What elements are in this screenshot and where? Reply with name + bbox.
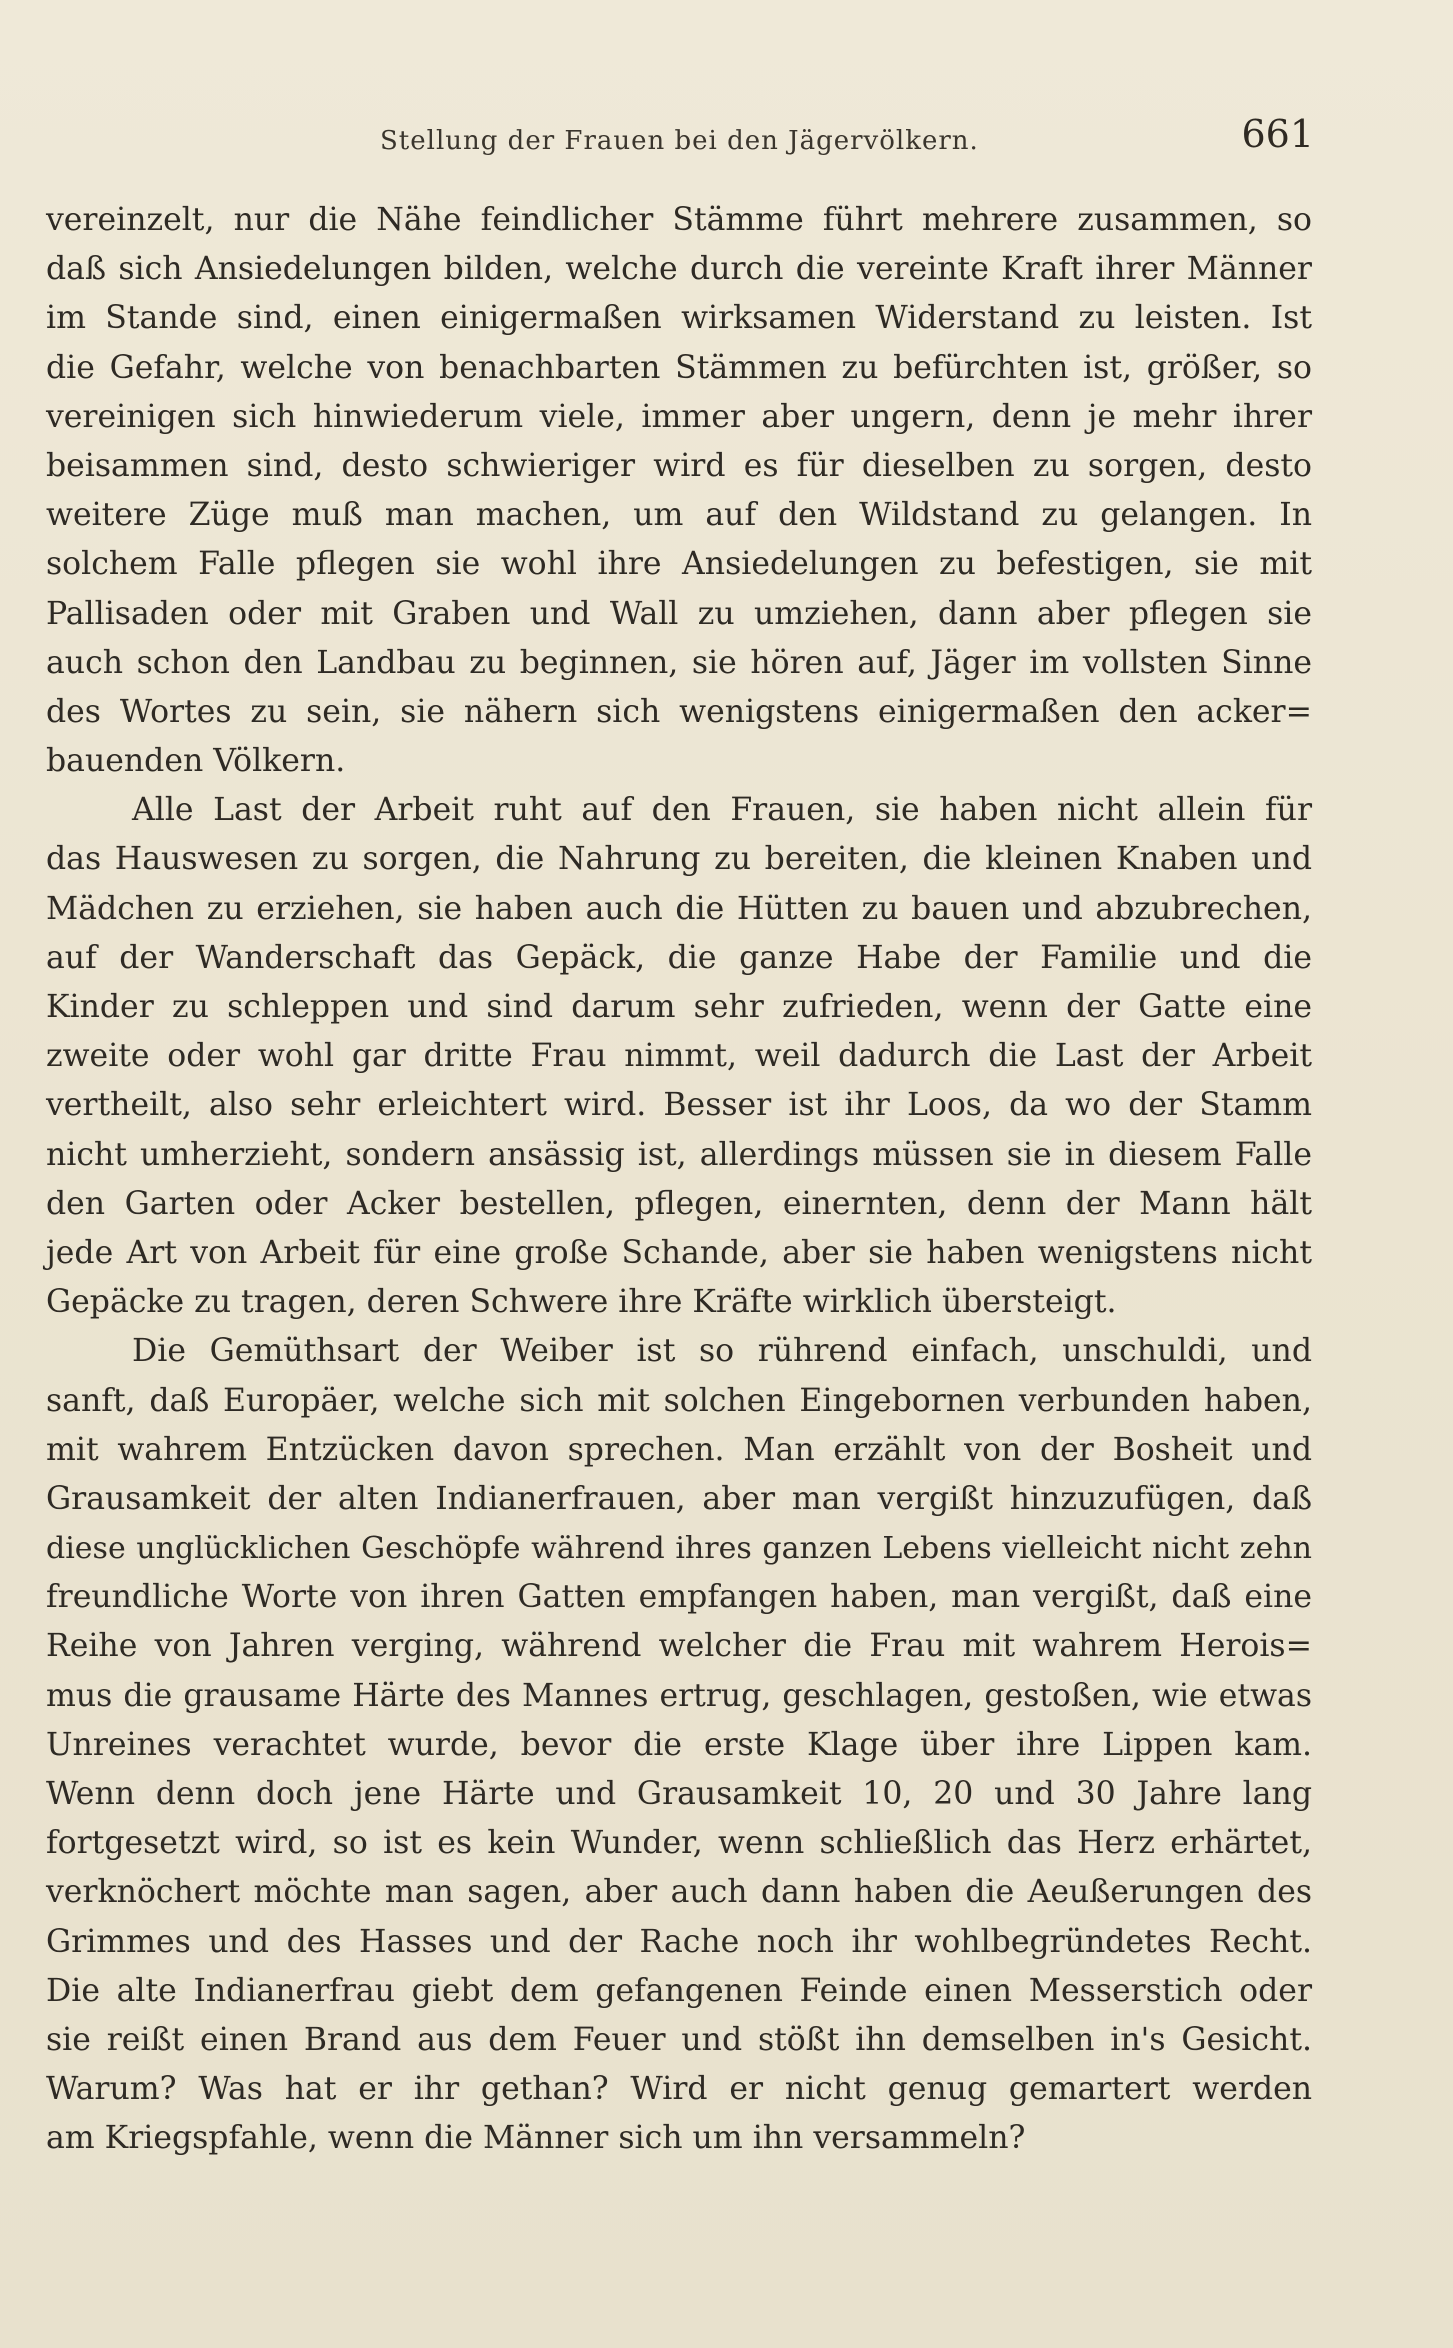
text-line: Reihe von Jahren verging, während welcher die Frau mit wahrem Herois= bbox=[46, 1628, 1312, 1665]
text-line: jede Art von Arbeit für eine große Schande, aber sie haben wenigstens nicht bbox=[46, 1234, 1312, 1271]
text-line: vereinzelt, nur die Nähe feindlicher Stämme führt mehrere zusammen, so bbox=[46, 202, 1312, 238]
text-line: vereinigen sich hinwiederum viele, immer aber ungern, denn je mehr ihrer bbox=[46, 398, 1312, 435]
text-line: daß sich Ansiedelungen bilden, welche durch die vereinte Kraft ihrer Männer bbox=[46, 251, 1312, 288]
text-line: auch schon den Landbau zu beginnen, sie hören auf, Jäger im vollsten Sinne bbox=[46, 644, 1312, 681]
text-line: weitere Züge muß man machen, um auf den Wildstand zu gelangen. In bbox=[46, 497, 1312, 534]
text-line: nicht umherzieht, sondern ansässig ist, allerdings müssen sie in diesem Falle bbox=[46, 1136, 1312, 1173]
text-line: Warum? Was hat er ihr gethan? Wird er nicht genug gemartert werden bbox=[46, 2071, 1312, 2108]
text-line: Die Gemüthsart der Weiber ist so rührend einfach, unschuldi, und bbox=[132, 1333, 1312, 1370]
text-line: das Hauswesen zu sorgen, die Nahrung zu bereiten, die kleinen Knaben und bbox=[46, 841, 1312, 878]
text-line: Pallisaden oder mit Graben und Wall zu umziehen, dann aber pflegen sie bbox=[46, 595, 1312, 632]
text-line: Mädchen zu erziehen, sie haben auch die Hütten zu bauen und abzubrechen, bbox=[46, 890, 1312, 927]
text-line: Kinder zu schleppen und sind darum sehr zufrieden, wenn der Gatte eine bbox=[46, 989, 1312, 1025]
text-line: Unreines verachtet wurde, bevor die erste Klage über ihre Lippen kam. bbox=[46, 1726, 1312, 1763]
page-header bbox=[46, 112, 1314, 162]
text-line: des Wortes zu sein, sie nähern sich wenigstens einigermaßen den acker= bbox=[46, 693, 1312, 730]
text-line: Wenn denn doch jene Härte und Grausamkeit 10, 20 und 30 Jahre lang bbox=[46, 1776, 1312, 1812]
text-line: am Kriegspfahle, wenn die Männer sich um ihn versammeln? bbox=[46, 2120, 1026, 2157]
text-line: den Garten oder Acker bestellen, pflegen, einernten, denn der Mann hält bbox=[46, 1185, 1312, 1222]
text-line: mus die grausame Härte des Mannes ertrug, geschlagen, gestoßen, wie etwas bbox=[46, 1677, 1312, 1714]
page-number: 661 bbox=[1241, 112, 1314, 156]
text-line: freundliche Worte von ihren Gatten empfangen haben, man vergißt, daß eine bbox=[46, 1579, 1312, 1616]
running-title: Stellung der Frauen bei den Jägervölkern. bbox=[380, 126, 979, 156]
text-line: im Stande sind, einen einigermaßen wirksamen Widerstand zu leisten. Ist bbox=[46, 300, 1312, 337]
text-line: solchem Falle pflegen sie wohl ihre Ansiedelungen zu befestigen, sie mit bbox=[46, 546, 1312, 583]
text-line: Gepäcke zu tragen, deren Schwere ihre Kräfte wirklich übersteigt. bbox=[46, 1284, 1117, 1321]
text-line: Grimmes und des Hasses und der Rache noch ihr wohlbegründetes Recht. bbox=[46, 1923, 1312, 1960]
text-line: sie reißt einen Brand aus dem Feuer und stößt ihn demselben in's Gesicht. bbox=[46, 2021, 1312, 2058]
text-line: Grausamkeit der alten Indianerfrauen, aber man vergißt hinzuzufügen, daß bbox=[46, 1480, 1312, 1517]
text-line: zweite oder wohl gar dritte Frau nimmt, weil dadurch die Last der Arbeit bbox=[46, 1038, 1312, 1075]
text-line: auf der Wanderschaft das Gepäck, die ganze Habe der Familie und die bbox=[46, 939, 1312, 976]
text-line: die Gefahr, welche von benachbarten Stämmen zu befürchten ist, größer, so bbox=[46, 349, 1312, 386]
text-line: mit wahrem Entzücken davon sprechen. Man erzählt von der Bosheit und bbox=[46, 1431, 1312, 1468]
text-line: verknöchert möchte man sagen, aber auch dann haben die Aeußerungen des bbox=[46, 1874, 1312, 1911]
text-line: vertheilt, also sehr erleichtert wird. Besser ist ihr Loos, da wo der Stamm bbox=[46, 1087, 1312, 1124]
text-line: sanft, daß Europäer, welche sich mit solchen Eingebornen verbunden haben, bbox=[46, 1382, 1312, 1419]
text-line: Die alte Indianerfrau giebt dem gefangenen Feinde einen Messerstich oder bbox=[46, 1972, 1312, 2009]
text-line: beisammen sind, desto schwieriger wird es für dieselben zu sorgen, desto bbox=[46, 447, 1312, 484]
text-line: bauenden Völkern. bbox=[46, 743, 346, 780]
text-line: Alle Last der Arbeit ruht auf den Frauen, sie haben nicht allein für bbox=[132, 792, 1312, 829]
text-line: diese unglücklichen Geschöpfe während ihres ganzen Lebens vielleicht nicht zehn bbox=[46, 1531, 1312, 1567]
text-line: fortgesetzt wird, so ist es kein Wunder, wenn schließlich das Herz erhärtet, bbox=[46, 1825, 1312, 1862]
body-text bbox=[46, 196, 1312, 2164]
